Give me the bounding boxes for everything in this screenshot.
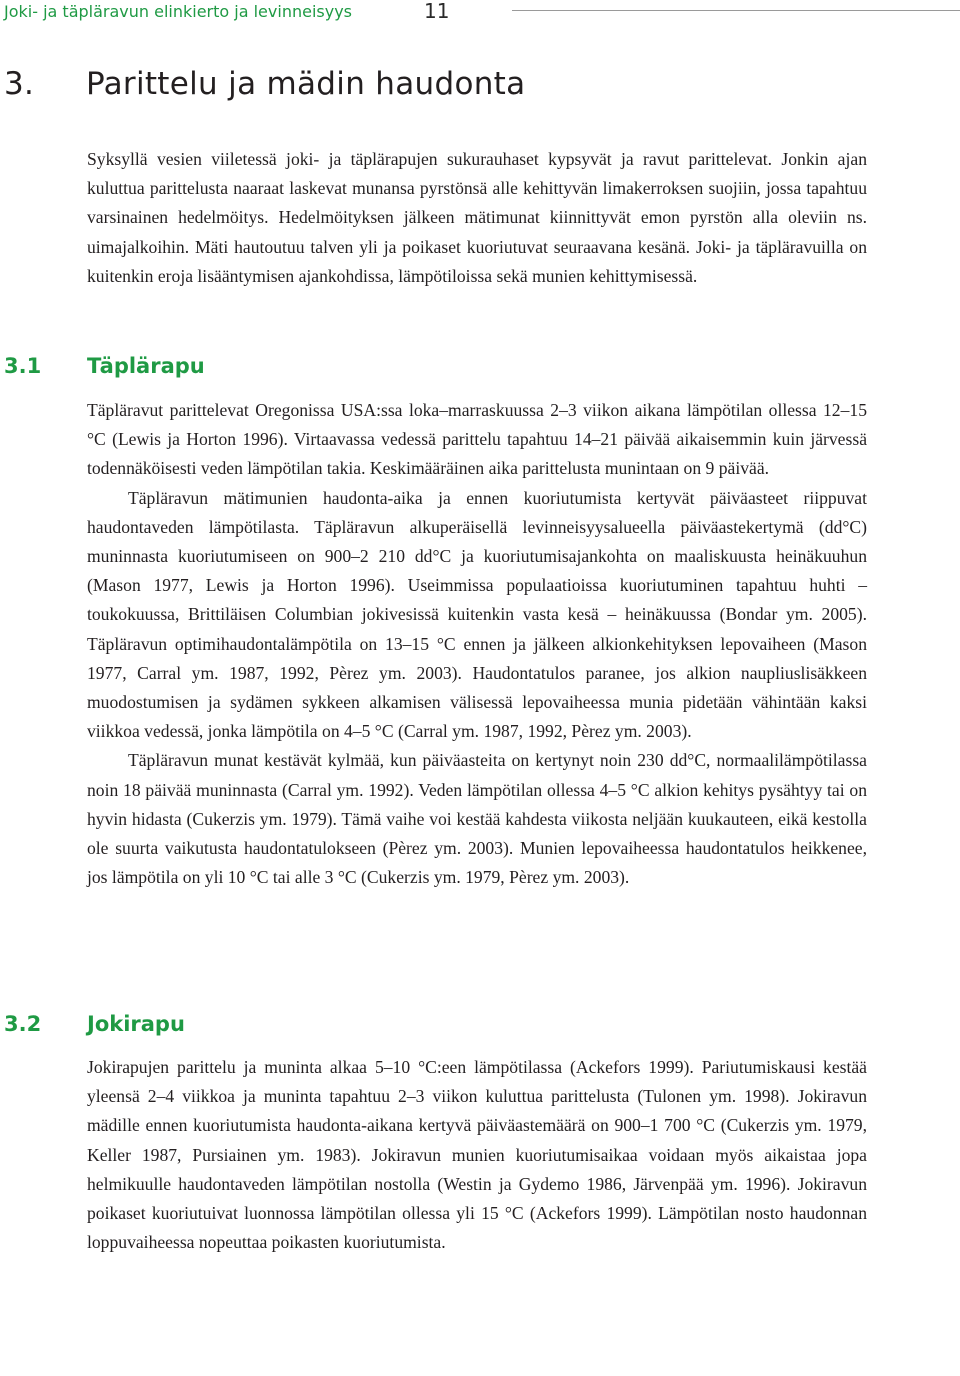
section-title: Jokirapu: [87, 1012, 185, 1036]
section-3-1-body: [87, 396, 867, 892]
header-rule: [512, 10, 960, 11]
paragraph: Täpläravun mätimunien haudonta-aika ja ennen kuoriutumista kertyvät päiväasteet riippuvat haudontaveden lämpötilasta. Täpläravun alkuperäisellä levinneisyysalueella päiväastekertymä (dd°C) muninnasta kuoriutumiseen on 900–2 210 dd°C ja kuoriutumisajankohta on maaliskuusta heinäkuuhun (Mason 1977, Lewis ja Horton 1996). Useimmissa populaatioissa kuoriutuminen tapahtuu huhti – toukokuussa, Brittiläisen Columbian jokivesissä kuitenkin vasta kesä – heinäkuussa (Bondar ym. 2005). Täpläravun optimihaudontalämpötila on 13–15 °C ennen ja jälkeen alkionkehityksen lepovaiheen (Mason 1977, Carral ym. 1987, 1992, Pèrez ym. 2003). Haudontatulos paranee, jos alkion naupliuslisäkkeen muodostumisen ja sydämen sykkeen alkamisen välisessä lepovaiheessa munia pidetään vähintään kaksi viikkoa vedessä, jonka lämpötila on 4–5 °C (Carral ym. 1987, 1992, Pèrez ym. 2003).: [87, 487, 867, 742]
section-number: 3.2: [4, 1012, 42, 1036]
chapter-number: 3.: [4, 66, 35, 102]
running-title: Joki- ja täpläravun elinkierto ja levinneisyys: [4, 2, 352, 21]
paragraph: Täpläravut parittelevat Oregonissa USA:ssa loka–marraskuussa 2–3 viikon aikana lämpötilan ollessa 12–15 °C (Lewis ja Horton 1996). Virtaavassa vedessä parittelu tapahtuu 14–21 päivää aikaisemmin kuin järvessä todennäköisesti veden lämpötilan takia. Keskimääräinen aika parittelusta munintaan on 9 päivää.: [87, 400, 867, 479]
section-heading-3-1: [4, 354, 205, 378]
section-3-2-body: [87, 1053, 867, 1257]
chapter-title: [4, 66, 525, 102]
page-number: 11: [424, 0, 450, 23]
chapter-title-text: Parittelu ja mädin haudonta: [86, 66, 526, 102]
page-header: [0, 0, 960, 34]
section-heading-3-2: [4, 1012, 185, 1036]
paragraph: Jokirapujen parittelu ja muninta alkaa 5–10 °C:een lämpötilassa (Ackefors 1999). Pariutumiskausi kestää yleensä 2–4 viikkoa ja muninta tapahtuu 2–3 viikon kuluttua parittelusta (Tulonen ym. 1998). Jokiravun mädille ennen kuoriutumista haudonta-aikana kertyvä päiväastemäärä on 900–1 700 °C (Cukerzis ym. 1979, Keller 1987, Pursiainen ym. 1983). Jokiravun munien kuoriutumisaikaa voidaan myös aikaistaa jopa helmikuulle haudontaveden lämpötilan nostolla (Westin ja Gydemo 1986, Järvenpää ym. 1996). Jokiravun poikaset kuoriutuivat luonnossa lämpötilan ollessa yli 15 °C (Ackefors 1999). Lämpötilan nosto haudonnan loppuvaiheessa nopeuttaa poikasten kuoriutumista.: [87, 1057, 867, 1253]
paragraph: Täpläravun munat kestävät kylmää, kun päiväasteita on kertynyt noin 230 dd°C, normaalilämpötilassa noin 18 päivää muninnasta (Carral ym. 1992). Veden lämpötilan ollessa 4–5 °C alkion kehitys pysähtyy tai on hyvin hidasta (Cukerzis ym. 1979). Tämä vaihe voi kestää kahdesta viikosta neljään kuukauteen, eikä kestolla ole suurta vaikutusta haudontatulokseen (Pèrez ym. 2003). Munien lepovaiheessa haudontatulos heikkenee, jos lämpötila on yli 10 °C tai alle 3 °C (Cukerzis ym. 1979, Pèrez ym. 2003).: [87, 750, 867, 888]
paragraph: Syksyllä vesien viiletessä joki- ja täplärapujen sukurauhaset kypsyvät ja ravut parittelevat. Jonkin ajan kuluttua parittelusta naaraat laskevat munansa pyrstönsä alle kehittyvän limakerroksen suojiin, jossa tapahtuu varsinainen hedelmöitys. Hedelmöityksen jälkeen mätimunat kiinnittyvät emon pyrstön alla oleviin ns. uimajalkoihin. Mäti hautoutuu talven yli ja poikaset kuoriutuvat seuraavana kesänä. Joki- ja täpläravuilla on kuitenkin eroja lisääntymisen ajankohdissa, lämpötiloissa sekä munien kehittymisessä.: [87, 149, 867, 286]
section-title: Täplärapu: [87, 354, 205, 378]
chapter-intro: [87, 145, 867, 291]
section-number: 3.1: [4, 354, 42, 378]
